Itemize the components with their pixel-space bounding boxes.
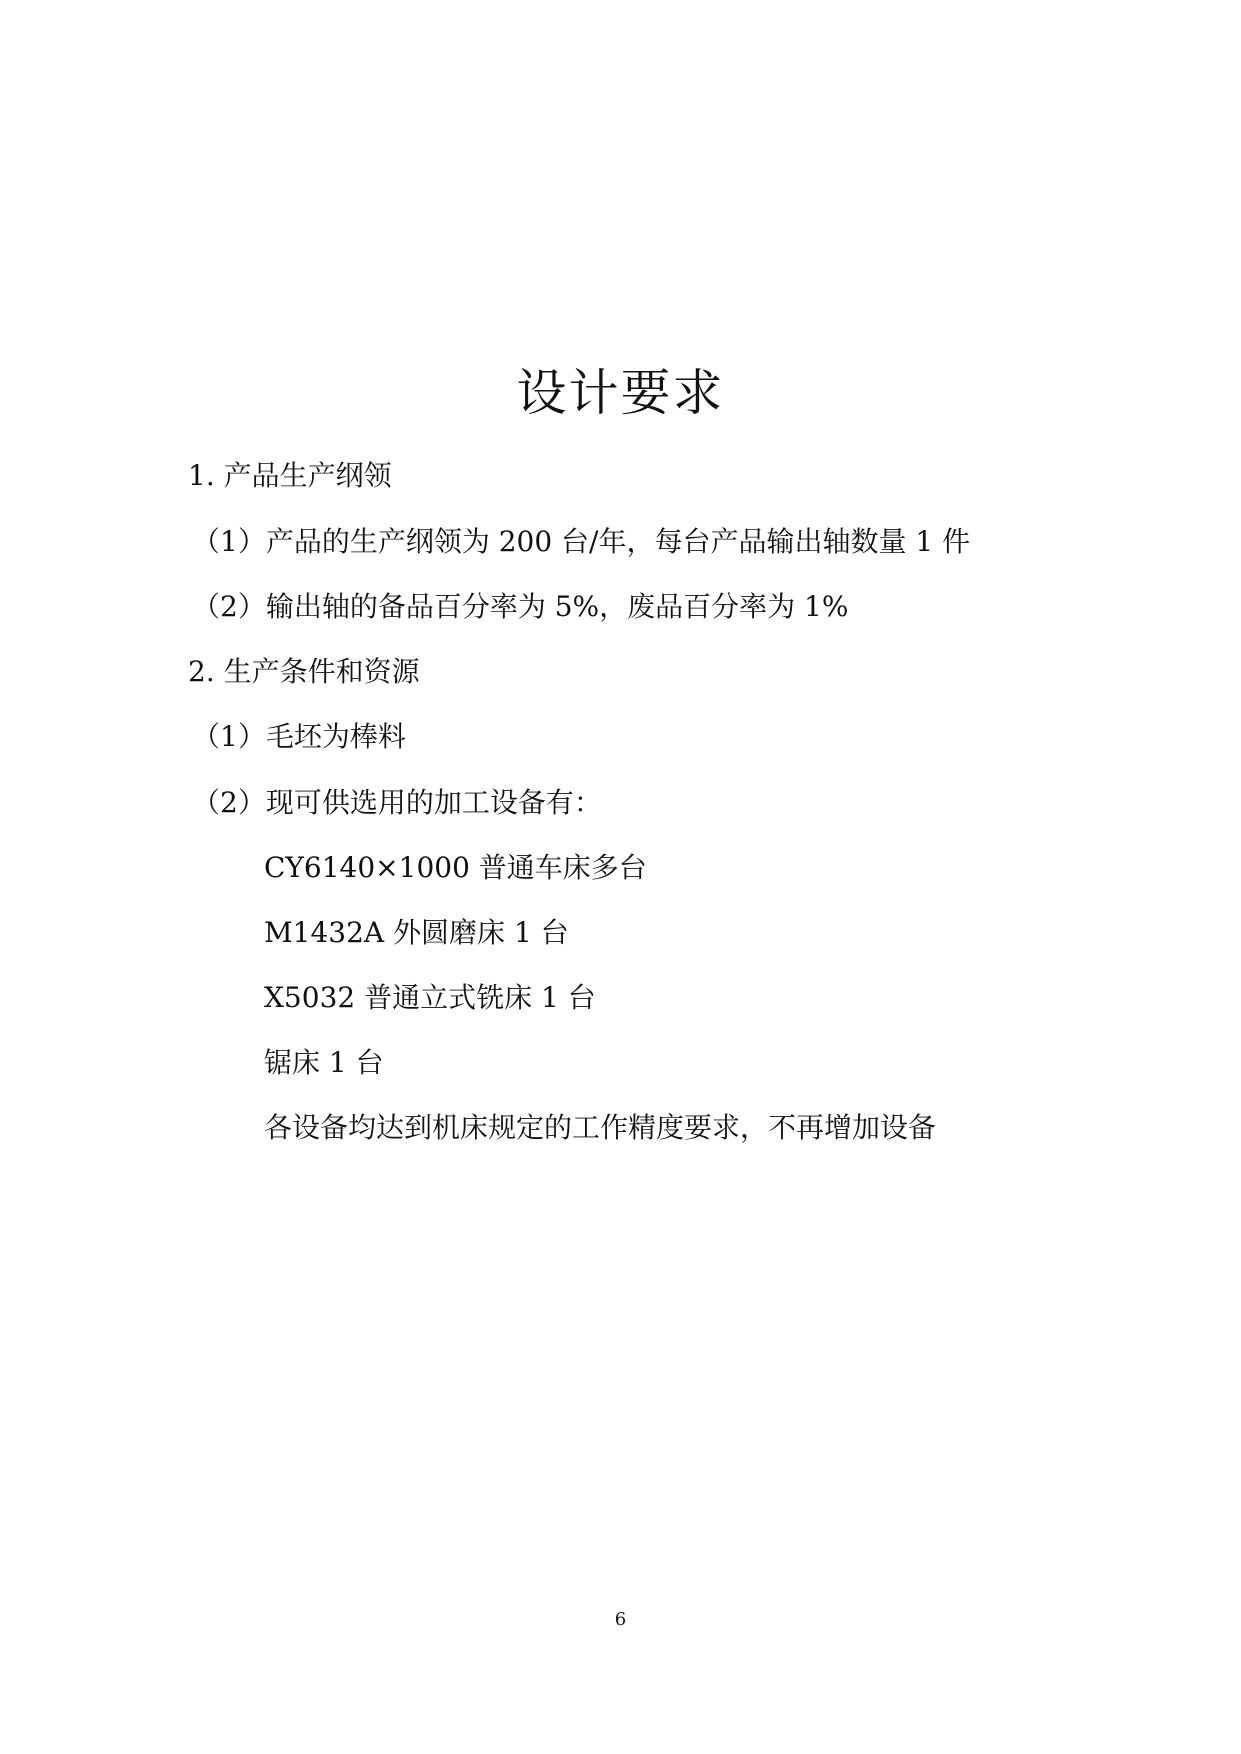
section-heading-production-conditions: 2. 生产条件和资源 [188, 655, 420, 688]
page-title: 设计要求 [516, 364, 725, 422]
equipment-grinder: M1432A 外圆磨床 1 台 [264, 916, 569, 949]
list-item-blank-material: （1）毛坯为棒料 [192, 720, 406, 753]
equipment-milling-machine: X5032 普通立式铣床 1 台 [264, 981, 596, 1014]
page-number: 6 [614, 1609, 627, 1630]
list-item-annual-output: （1）产品的生产纲领为 200 台/年，每台产品输出轴数量 1 件 [192, 525, 971, 558]
equipment-precision-note: 各设备均达到机床规定的工作精度要求，不再增加设备 [264, 1111, 937, 1144]
equipment-saw: 锯床 1 台 [264, 1046, 384, 1079]
equipment-lathe: CY6140×1000 普通车床多台 [264, 851, 647, 884]
list-item-spare-scrap-rate: （2）输出轴的备品百分率为 5%，废品百分率为 1% [192, 590, 849, 623]
list-item-available-equipment: （2）现可供选用的加工设备有： [192, 786, 602, 819]
section-heading-production-program: 1. 产品生产纲领 [188, 459, 392, 492]
